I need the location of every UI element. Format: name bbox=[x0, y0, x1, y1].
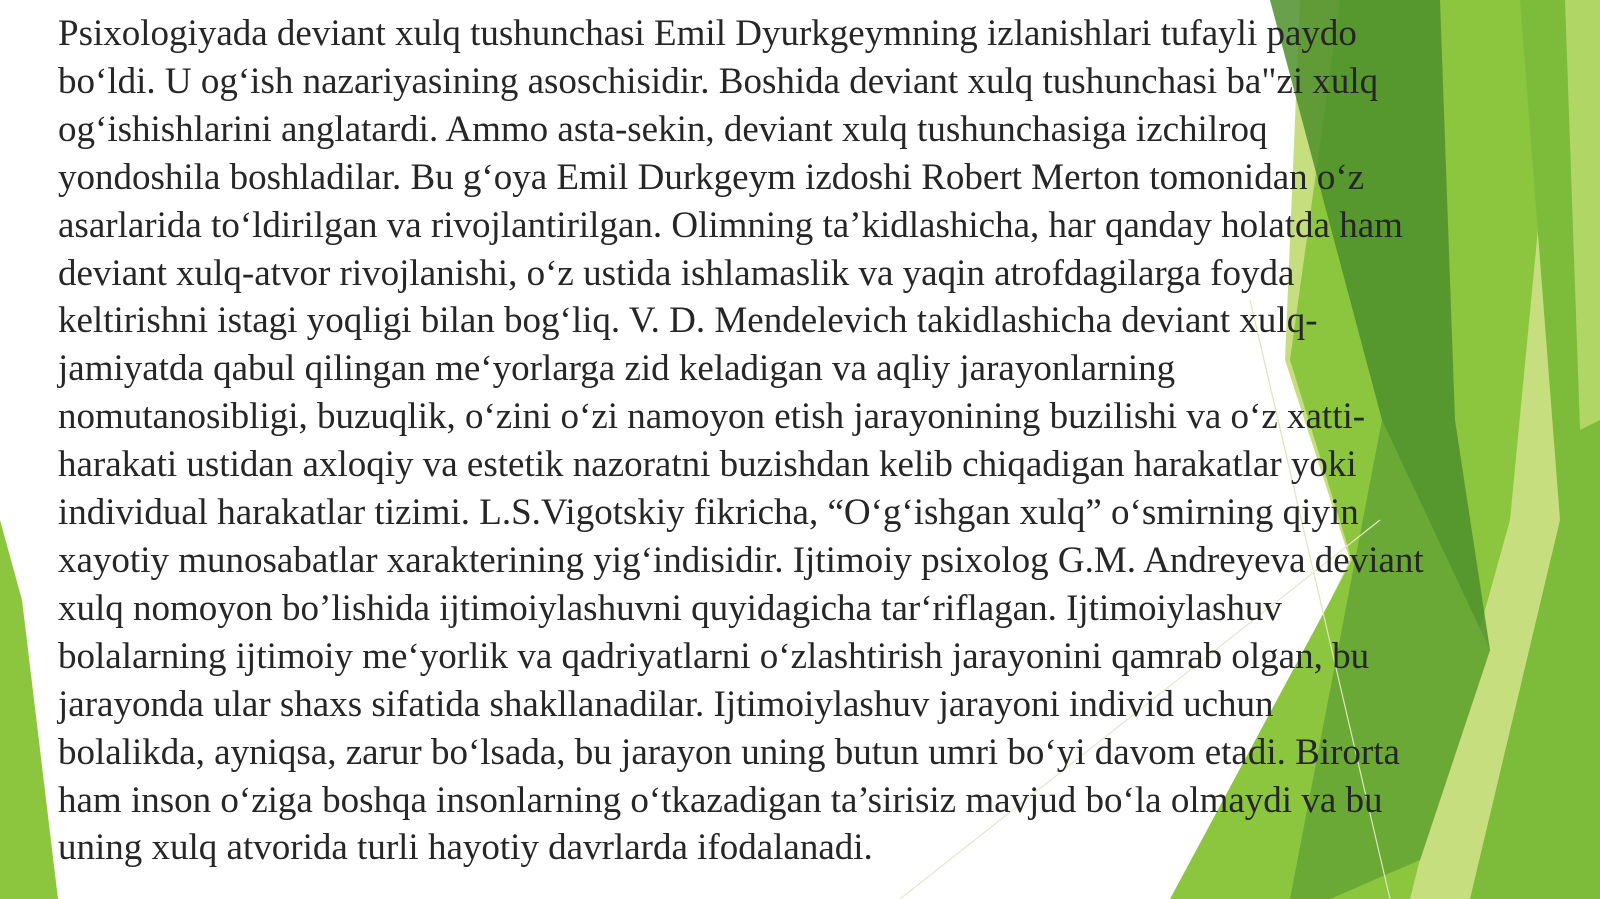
slide-body-text: Psixologiyada deviant xulq tushunchasi Emil Dyurkgeymning izlanishlari tufayli paydo bo‘ldi. U og‘ish nazariyasining asoschisidir. Boshida deviant xulq tushunchasi ba"zi xulq og‘ishishlarini anglatardi. Ammo asta-sekin, deviant xulq tushunchasiga izchilroq yondoshila boshladilar. Bu g‘oya Emil Durkgeym izdoshi Robert Merton tomonidan o‘z asarlarida to‘ldirilgan va rivojlantirilgan. Olimning ta’kidlashicha, har qanday holatda ham deviant xulq-atvor rivojlanishi, o‘z ustida ishlamaslik va yaqin atrofdagilarga foyda keltirishni istagi yoqligi bilan bog‘liq. V. D. Mendelevich takidlashicha deviant xulq- jamiyatda qabul qilingan me‘yorlarga zid keladigan va aqliy jarayonlarning nomutanosibligi, buzuqlik, o‘zini o‘zi namoyon etish jarayonining buzilishi va o‘z xatti- harakati ustidan axloqiy va estetik nazoratni buzishdan kelib chiqadigan harakatlar yoki individual harakatlar tizimi. L.S.Vigotskiy fikricha, “O‘g‘ishgan xulq” o‘smirning qiyin xayotiy munosabatlar xarakterining yig‘indisidir. Ijtimoiy psixolog G.M. Andreyeva deviant xulq nomoyon bo’lishida ijtimoiylashuvni quyidagicha tar‘riflagan. Ijtimoiylashuv bolalarning ijtimoiy me‘yorlik va qadriyatlarni o‘zlashtirish jarayonini qamrab olgan, bu jarayonda ular shaxs sifatida shakllanadilar. Ijtimoiylashuv jarayoni individ uchun bolalikda, ayniqsa, zarur bo‘lsada, bu jarayon uning butun umri bo‘yi davom etadi. Birorta ham inson o‘ziga boshqa insonlarning o‘tkazadigan ta’sirisiz mavjud bo‘la olmaydi va bu uning xulq atvorida turli hayotiy davrlarda ifodalanadi. bbox=[58, 13, 1424, 869]
left-green-strip bbox=[0, 520, 58, 899]
